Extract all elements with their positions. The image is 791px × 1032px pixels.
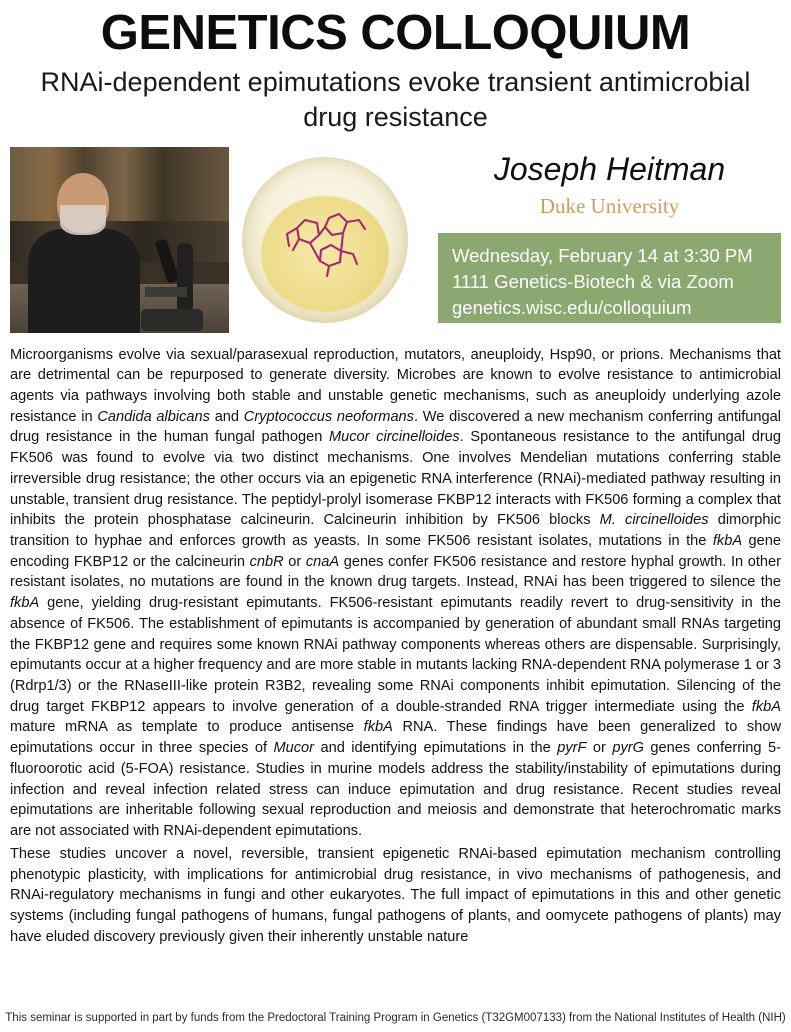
hero-row xyxy=(10,147,781,333)
culture-plate-photo xyxy=(234,147,415,333)
speaker-name: Joseph Heitman xyxy=(493,150,726,187)
event-url[interactable]: genetics.wisc.edu/colloquium xyxy=(452,297,692,319)
talk-subtitle: RNAi-dependent epimutations evoke transient antimicrobial drug resistance xyxy=(40,67,751,132)
abstract-text xyxy=(10,345,781,948)
speaker-photo xyxy=(10,147,229,333)
speaker-affiliation: Duke University xyxy=(539,193,680,218)
microscope-icon xyxy=(137,239,203,331)
event-datetime: Wednesday, February 14 at 3:30 PM xyxy=(452,244,753,266)
page-title: GENETICS COLLOQUIUM xyxy=(100,6,691,60)
seminar-poster xyxy=(0,8,791,1032)
abstract-paragraph-2: These studies uncover a novel, reversible, transient epigenetic RNAi-based epimutation mechanism controlling phenotypic plasticity, with implications for antimicrobial drug resistance, in vivo mechanisms of pathogenesis, and RNAi-regulatory mechanisms in fungi and other eukaryotes. The full impact of epimutations in this and other genetic systems (including fungal pathogens of humans, fungal pathogens of plants, and oomycete pathogens of plants) may have eluded discovery previously given their inherently unstable nature xyxy=(10,845,781,945)
microscope-stage xyxy=(145,287,187,297)
photo-background-shelf xyxy=(10,147,229,229)
event-details-box xyxy=(438,233,781,323)
photo-person-beard xyxy=(60,205,106,235)
abstract-paragraph-1: Microorganisms evolve via sexual/parasexual reproduction, mutators, aneuploidy, Hsp90, or prions. Mechanisms that are detrimental can be repurposed to generate diversity. Microbes are known to evolve resistance to antimicrobial agents via pathways involving both stable and unstable genetic mechanisms, such as aneuploidy underlying azole resistance in Candida albicans and Cryptococcus neoformans. We discovered a new mechanism conferring antifungal drug resistance in the human fungal pathogen Mucor circinelloides. Spontaneous resistance to the antifungal drug FK506 was found to evolve via two distinct mechanisms. One involves Mendelian mutations conferring stable irreversible drug resistance; the other occurs via an epigenetic RNA interference (RNAi)-mediated pathway resulting in unstable, transient drug resistance. The peptidyl-prolyl isomerase FKBP12 interacts with FK506 forming a complex that inhibits the protein phosphatase calcineurin. Calcineurin inhibition by FK506 blocks M. circinelloides dimorphic transition to hyphae and enforces growth as yeasts. In some FK506 resistant isolates, mutations in the fkbA gene encoding FKBP12 or the calcineurin cnbR or cnaA genes confer FK506 resistance and restore hyphal growth. In other resistant isolates, no mutations are found in the known drug targets. Instead, RNAi has been triggered to silence the fkbA gene, yielding drug-resistant epimutants. FK506-resistant epimutants readily revert to drug-sensitivity in the absence of FK506. The establishment of epimutants is accompanied by generation of abundant small RNAs targeting the FKBP12 gene and requires some known RNAi pathway components whereas others are dispensable. Surprisingly, epimutants occur at a higher frequency and are more stable in mutants lacking RNA-dependent RNA polymerase 1 or 3 (Rdrp1/3) or the RNaseIII-like protein R3B2, revealing some RNAi components inhibit epimutation. Silencing of the drug target FKBP12 appears to involve generation of a double-stranded RNA trigger intermediate using the fkbA mature mRNA as template to produce antisense fkbA RNA. These findings have been generalized to show epimutations occur in three species of Mucor and identifying epimutations in the pyrF or pyrG genes conferring 5-fluoroorotic acid (5-FOA) resistance. Studies in murine models address the stability/instability of epimutations during infection and reveal infection related stress can induce epimutation and drug resistance. Recent studies reveal epimutations are inheritable following sexual reproduction and meiosis and demonstrate that heterochromatic marks are not associated with RNAi-dependent epimutations. xyxy=(10,346,782,840)
microscope-tube xyxy=(154,238,179,284)
speaker-column xyxy=(420,147,781,333)
microscope-base xyxy=(141,309,203,331)
photo-person-body xyxy=(28,229,140,333)
microscope-arm xyxy=(177,243,193,313)
molecule-structure-icon xyxy=(277,206,373,280)
event-location: 1111 Genetics-Biotech & via Zoom xyxy=(452,270,734,292)
funding-footer: This seminar is supported in part by funds from the Predoctoral Training Program in Genetics (T32GM007133) from the National Institutes of Health (NIH) xyxy=(5,1012,786,1024)
